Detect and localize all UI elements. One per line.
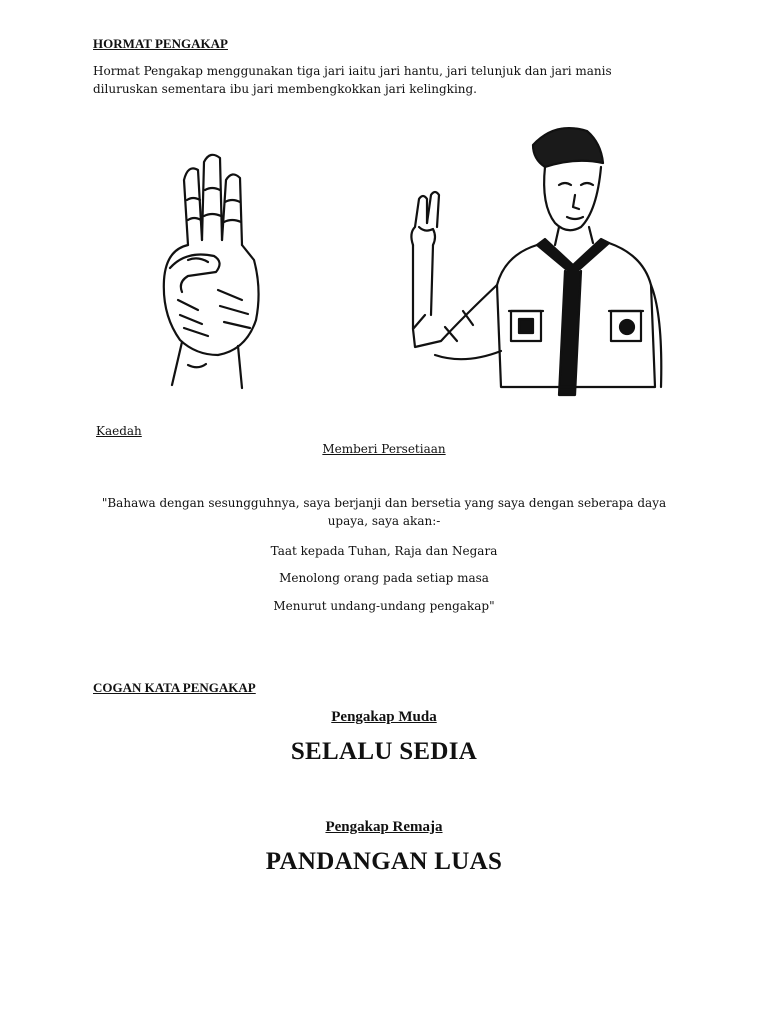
motto-heading: COGAN KATA PENGAKAP	[93, 680, 256, 695]
hand-salute-drawing	[158, 150, 268, 390]
promise-line-2: Taat kepada Tuhan, Raja dan Negara	[270, 544, 498, 558]
salute-heading: HORMAT PENGAKAP	[93, 36, 228, 51]
motto-group-label: Pengakap Remaja	[325, 819, 443, 835]
motto-slogan: PANDANGAN LUAS	[265, 848, 503, 875]
promise-heading: Memberi Persetiaan	[322, 442, 446, 456]
scout-drawing	[405, 115, 665, 405]
method-label: Kaedah	[96, 424, 142, 438]
motto-slogan: SELALU SEDIA	[290, 738, 478, 765]
hand-salute-illustration	[158, 150, 268, 390]
motto-group-label: Pengakap Muda	[331, 709, 437, 725]
promise-line-4: Menurut undang-undang pengakap"	[273, 599, 495, 613]
promise-line-3: Menolong orang pada setiap masa	[279, 571, 489, 585]
scout-salute-illustration	[405, 115, 665, 405]
promise-line-1: "Bahawa dengan sesungguhnya, saya berjanji dan bersetia yang saya dengan seberapa daya upaya, saya akan:-	[101, 496, 667, 528]
salute-description: Hormat Pengakap menggunakan tiga jari iaitu jari hantu, jari telunjuk dan jari manis diluruskan sementara ibu jari membengkokkan jari kelingking.	[93, 64, 612, 96]
